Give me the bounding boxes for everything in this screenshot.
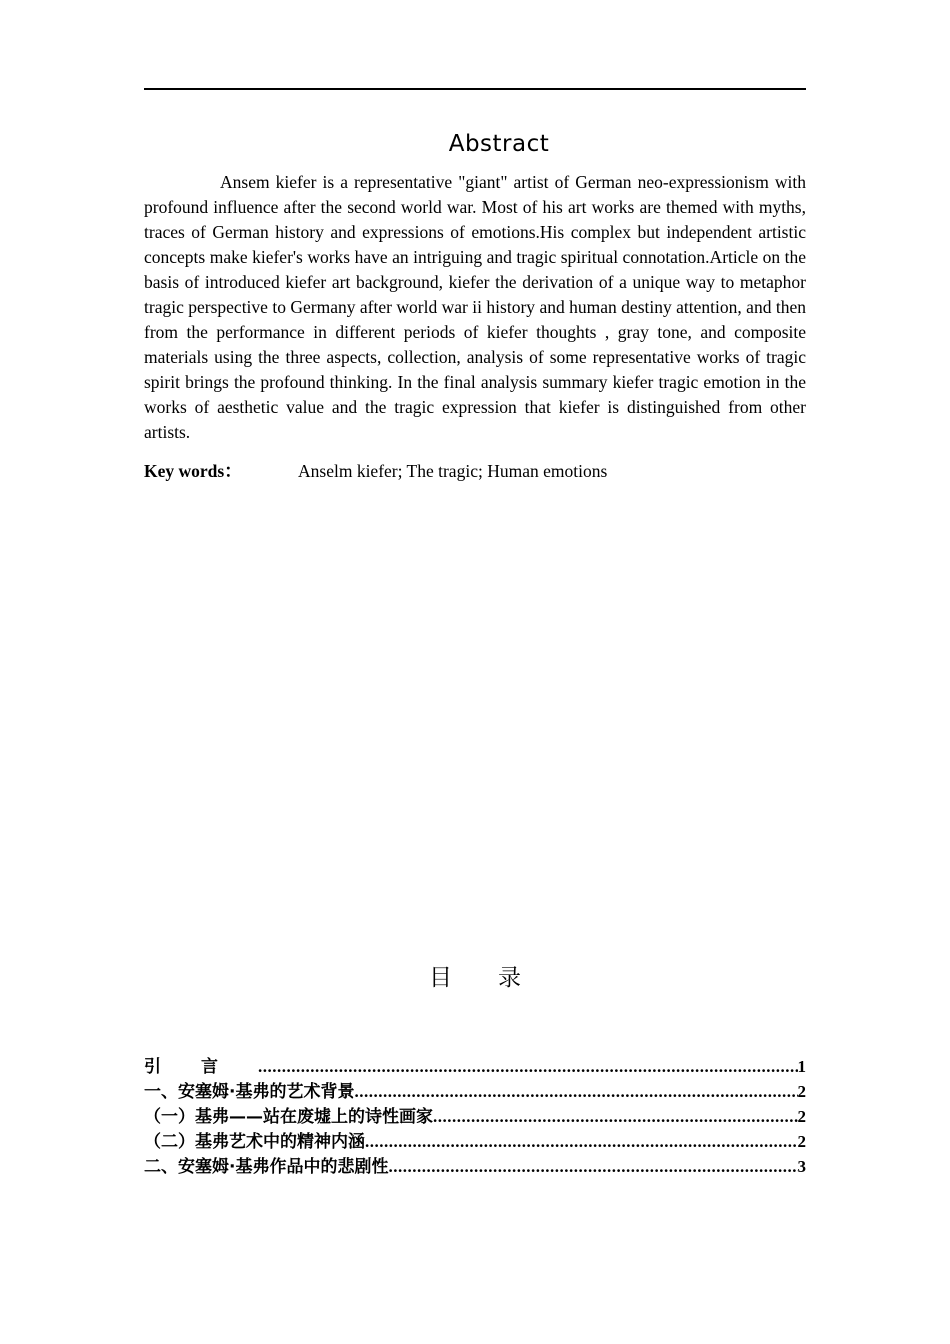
toc-entry-page: 3 <box>797 1157 806 1176</box>
keywords-line <box>144 459 806 484</box>
toc-entry-chapter-2[interactable] <box>144 1152 806 1177</box>
abstract-body: Ansem kiefer is a representative "giant" artist of German neo-expressionism with profound influence after the second world war. Most of his art works are themed with myths, traces of German history and expressions of emotions.His complex but independent artistic concepts make kiefer's works have an intriguing and tragic spiritual connotation.Article on the basis of introduced kiefer art background, kiefer the derivation of a unique way to metaphor tragic perspective to Germany after world war ii history and human destiny attention, and then from the performance in different periods of kiefer thoughts , gray tone, and composite materials using the three aspects, collection, analysis of some representative works of tragic spirit brings the profound thinking. In the final analysis summary kiefer tragic emotion in the works of aesthetic value and the tragic expression that kiefer is distinguished from other artists. <box>144 172 806 442</box>
toc-entry-page: 2 <box>797 1132 806 1151</box>
toc-entry-text: （二）基弗艺术中的精神内涵 <box>144 1132 365 1152</box>
toc-leader-dots <box>258 1057 798 1077</box>
toc-leader-dots <box>433 1107 798 1127</box>
header-rule <box>144 88 806 90</box>
toc-entry-intro[interactable] <box>144 1052 806 1077</box>
toc-leader-dots <box>388 1157 797 1177</box>
abstract-title: Abstract <box>448 131 550 157</box>
keywords-label: Key words： <box>144 461 242 481</box>
toc-entry-text: 引言 <box>144 1057 258 1077</box>
toc-entry-section-1-2[interactable] <box>144 1127 806 1152</box>
toc-entry-text: 一、安塞姆·基弗的艺术背景 <box>144 1082 355 1102</box>
toc-entry-page: 2 <box>797 1107 806 1126</box>
toc-title: 目录 <box>429 965 567 991</box>
toc-entry-section-1-1[interactable] <box>144 1102 806 1127</box>
keywords-value: Anselm kiefer; The tragic; Human emotions <box>298 461 608 481</box>
toc-entry-page: 1 <box>797 1057 806 1076</box>
toc-leader-dots <box>365 1132 798 1152</box>
toc-leader-dots <box>354 1082 797 1102</box>
toc-entry-text: （一）基弗——站在废墟上的诗性画家 <box>144 1107 433 1127</box>
toc-entry-page: 2 <box>797 1082 806 1101</box>
toc-entry-text: 二、安塞姆·基弗作品中的悲剧性 <box>144 1157 389 1177</box>
toc-entry-chapter-1[interactable] <box>144 1077 806 1102</box>
toc-list <box>144 1052 806 1177</box>
